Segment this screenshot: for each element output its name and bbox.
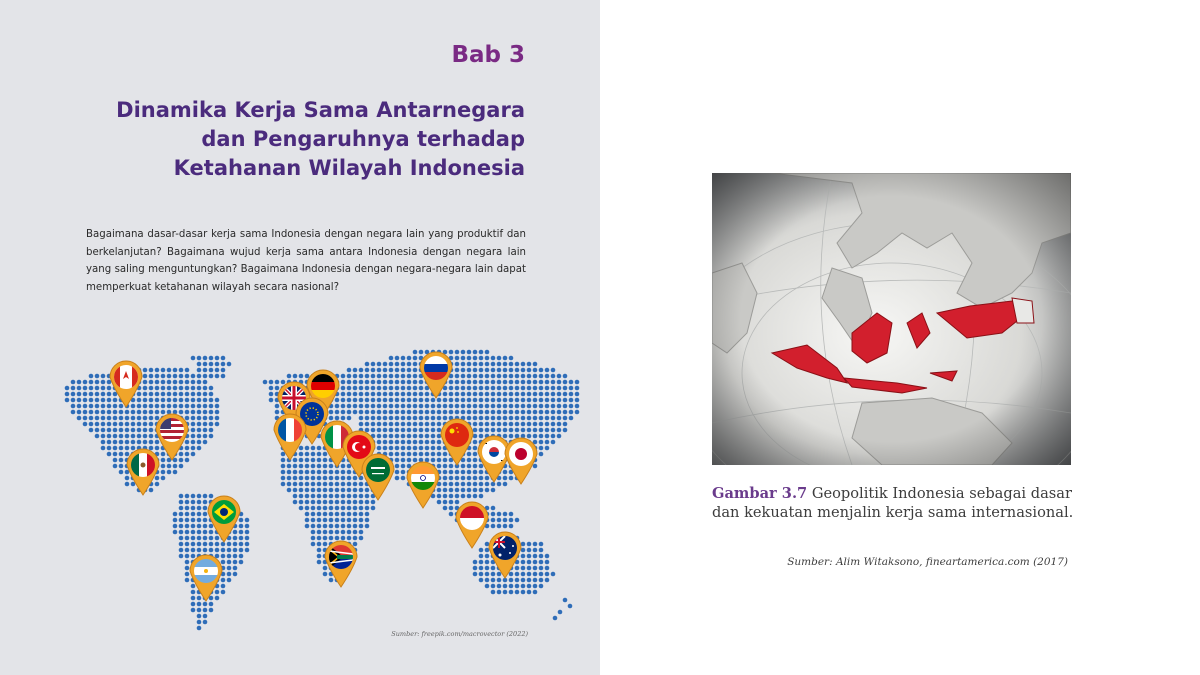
- chapter-number: Bab 3: [451, 42, 525, 68]
- chapter-title-line: dan Pengaruhnya terhadap: [201, 127, 525, 151]
- figure-caption: [712, 484, 1074, 522]
- chapter-title-line: Ketahanan Wilayah Indonesia: [173, 156, 525, 180]
- world-map-illustration: [0, 330, 600, 660]
- korea-flag-icon: [478, 436, 510, 482]
- map-source-credit: Sumber: freepik.com/macrovector (2022): [391, 630, 528, 638]
- figure-caption-text: Geopolitik Indonesia sebagai dasar dan kekuatan menjalin kerja sama internasional.: [712, 485, 1074, 521]
- usa-flag-icon: [156, 414, 188, 460]
- mexico-flag-icon: [127, 449, 159, 495]
- russia-flag-icon: [420, 352, 452, 398]
- chapter-title-line: Dinamika Kerja Sama Antarnegara: [116, 98, 525, 122]
- intro-paragraph: Bagaimana dasar-dasar kerja sama Indonesia dengan negara lain yang produktif dan berkelanjutan? Bagaimana wujud kerja sama antara Indonesia dengan negara lain yang saling menguntungkan? Bagaimana Indonesia dengan negara-negara lain dapat memperkuat ketahanan wilayah secara nasional?: [86, 229, 526, 293]
- chapter-title: [105, 96, 525, 183]
- saudi-flag-icon: [362, 454, 394, 500]
- australia-flag-icon: [489, 532, 521, 578]
- photo-source-credit: Sumber: Alim Witaksono, fineartamerica.com (2017): [787, 556, 1068, 568]
- brazil-flag-icon: [208, 496, 240, 542]
- figure-number: Gambar 3.7: [712, 485, 808, 502]
- india-flag-icon: [407, 462, 439, 508]
- geopolitics-globe-photo: [712, 173, 1071, 465]
- indonesia-flag-icon: [456, 502, 488, 548]
